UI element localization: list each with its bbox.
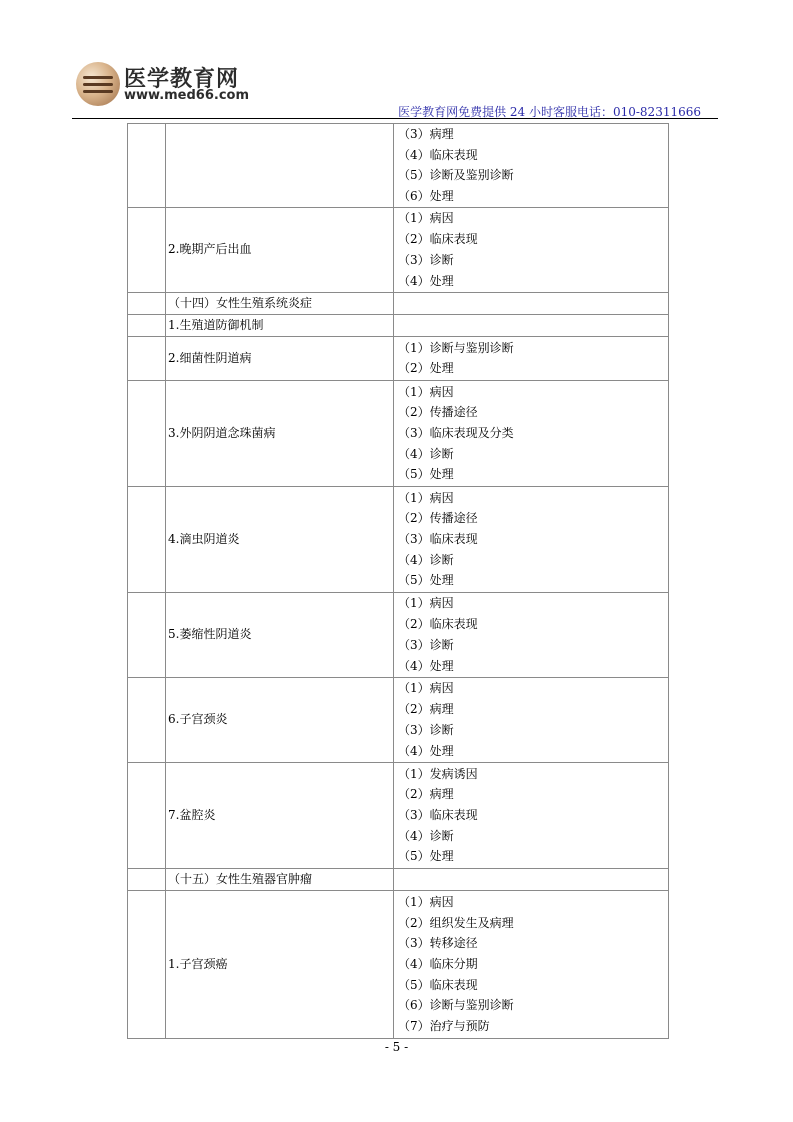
blank-cell xyxy=(128,592,166,677)
topic-label: 3.外阴阴道念珠菌病 xyxy=(168,425,276,440)
subtopic-item: （2）组织发生及病理 xyxy=(398,915,514,930)
subtopic-cell xyxy=(394,677,669,762)
topic-cell xyxy=(166,314,394,336)
subtopic-item: （5）诊断及鉴别诊断 xyxy=(398,168,514,183)
subtopic-item: （4）处理 xyxy=(398,743,454,758)
logo-emblem-icon xyxy=(76,62,120,106)
subtopic-item: （2）临床表现 xyxy=(398,232,478,247)
logo-title: 医学教育网 xyxy=(124,67,240,92)
blank-cell xyxy=(128,890,166,1038)
subtopic-item: （5）处理 xyxy=(398,849,454,864)
subtopic-item: （4）临床表现 xyxy=(398,147,478,162)
syllabus-table xyxy=(127,123,669,1039)
site-logo[interactable] xyxy=(76,62,256,108)
topic-cell xyxy=(166,336,394,380)
subtopic-cell xyxy=(394,380,669,486)
subtopic-item: （5）处理 xyxy=(398,573,454,588)
subtopic-cell xyxy=(394,314,669,336)
subtopic-cell xyxy=(394,486,669,592)
subtopic-item: （4）诊断 xyxy=(398,446,454,461)
topic-label: （十四）女性生殖系统炎症 xyxy=(168,295,313,310)
subtopic-item: （3）诊断 xyxy=(398,252,454,267)
blank-cell xyxy=(128,292,166,314)
subtopic-item: （4）处理 xyxy=(398,273,454,288)
table-row xyxy=(128,336,669,380)
subtopic-item: （2）传播途径 xyxy=(398,511,478,526)
topic-cell xyxy=(166,292,394,314)
subtopic-item: （7）治疗与预防 xyxy=(398,1019,490,1034)
syllabus-table-body xyxy=(128,124,669,1039)
subtopic-item: （3）临床表现 xyxy=(398,807,478,822)
subtopic-cell xyxy=(394,592,669,677)
subtopic-item: （6）诊断与鉴别诊断 xyxy=(398,998,514,1013)
blank-cell xyxy=(128,207,166,292)
table-row xyxy=(128,677,669,762)
topic-cell xyxy=(166,677,394,762)
subtopic-cell xyxy=(394,762,669,868)
subtopic-item: （5）临床表现 xyxy=(398,977,478,992)
subtopic-item: （3）病理 xyxy=(398,127,454,141)
subtopic-item: （3）诊断 xyxy=(398,637,454,652)
blank-cell xyxy=(128,336,166,380)
topic-cell xyxy=(166,868,394,890)
topic-cell xyxy=(166,124,394,208)
subtopic-item: （4）处理 xyxy=(398,658,454,673)
subtopic-cell xyxy=(394,207,669,292)
topic-label: （十五）女性生殖器官肿瘤 xyxy=(168,871,313,886)
subtopic-item: （1）病因 xyxy=(398,490,454,505)
subtopic-item: （6）处理 xyxy=(398,189,454,204)
subtopic-item: （1）诊断与鉴别诊断 xyxy=(398,340,514,355)
subtopic-item: （4）诊断 xyxy=(398,828,454,843)
blank-cell xyxy=(128,486,166,592)
topic-label: 7.盆腔炎 xyxy=(168,807,216,822)
subtopic-item: （5）处理 xyxy=(398,467,454,482)
table-row xyxy=(128,592,669,677)
subtopic-item: （1）病因 xyxy=(398,596,454,611)
topic-cell xyxy=(166,890,394,1038)
subtopic-item: （3）临床表现及分类 xyxy=(398,425,514,440)
header-divider xyxy=(72,118,718,119)
subtopic-item: （3）临床表现 xyxy=(398,531,478,546)
subtopic-cell xyxy=(394,292,669,314)
table-row xyxy=(128,314,669,336)
topic-label: 1.生殖道防御机制 xyxy=(168,317,264,332)
blank-cell xyxy=(128,380,166,486)
table-row xyxy=(128,890,669,1038)
table-row xyxy=(128,486,669,592)
table-row xyxy=(128,207,669,292)
topic-label: 5.萎缩性阴道炎 xyxy=(168,627,252,642)
table-row xyxy=(128,380,669,486)
blank-cell xyxy=(128,314,166,336)
table-row xyxy=(128,292,669,314)
subtopic-item: （1）病因 xyxy=(398,384,454,399)
blank-cell xyxy=(128,677,166,762)
topic-cell xyxy=(166,207,394,292)
topic-label: 1.子宫颈癌 xyxy=(168,956,228,971)
page-number: - 5 - xyxy=(384,1040,409,1054)
blank-cell xyxy=(128,124,166,208)
blank-cell xyxy=(128,868,166,890)
subtopic-item: （2）处理 xyxy=(398,361,454,376)
subtopic-cell xyxy=(394,890,669,1038)
table-row xyxy=(128,124,669,208)
table-row xyxy=(128,762,669,868)
subtopic-item: （2）病理 xyxy=(398,702,454,717)
subtopic-item: （3）诊断 xyxy=(398,722,454,737)
subtopic-item: （2）传播途径 xyxy=(398,405,478,420)
topic-cell xyxy=(166,380,394,486)
subtopic-cell xyxy=(394,124,669,208)
subtopic-item: （2）病理 xyxy=(398,787,454,802)
logo-url: www.med66.com xyxy=(124,88,250,103)
subtopic-item: （1）发病诱因 xyxy=(398,766,478,781)
topic-label: 4.滴虫阴道炎 xyxy=(168,531,240,546)
page-header xyxy=(0,0,793,122)
subtopic-item: （2）临床表现 xyxy=(398,617,478,632)
topic-label: 2.细菌性阴道病 xyxy=(168,350,252,365)
subtopic-item: （1）病因 xyxy=(398,681,454,696)
subtopic-item: （1）病因 xyxy=(398,894,454,909)
topic-label: 2.晚期产后出血 xyxy=(168,242,252,257)
subtopic-item: （4）临床分期 xyxy=(398,956,478,971)
subtopic-item: （1）病因 xyxy=(398,211,454,226)
topic-cell xyxy=(166,486,394,592)
subtopic-item: （4）诊断 xyxy=(398,552,454,567)
subtopic-cell xyxy=(394,868,669,890)
hotline-text: 医学教育网免费提供 24 小时客服电话：010-82311666 xyxy=(398,105,701,119)
table-row xyxy=(128,868,669,890)
topic-label: 6.子宫颈炎 xyxy=(168,712,228,727)
topic-cell xyxy=(166,762,394,868)
subtopic-item: （3）转移途径 xyxy=(398,936,478,951)
subtopic-cell xyxy=(394,336,669,380)
blank-cell xyxy=(128,762,166,868)
topic-cell xyxy=(166,592,394,677)
